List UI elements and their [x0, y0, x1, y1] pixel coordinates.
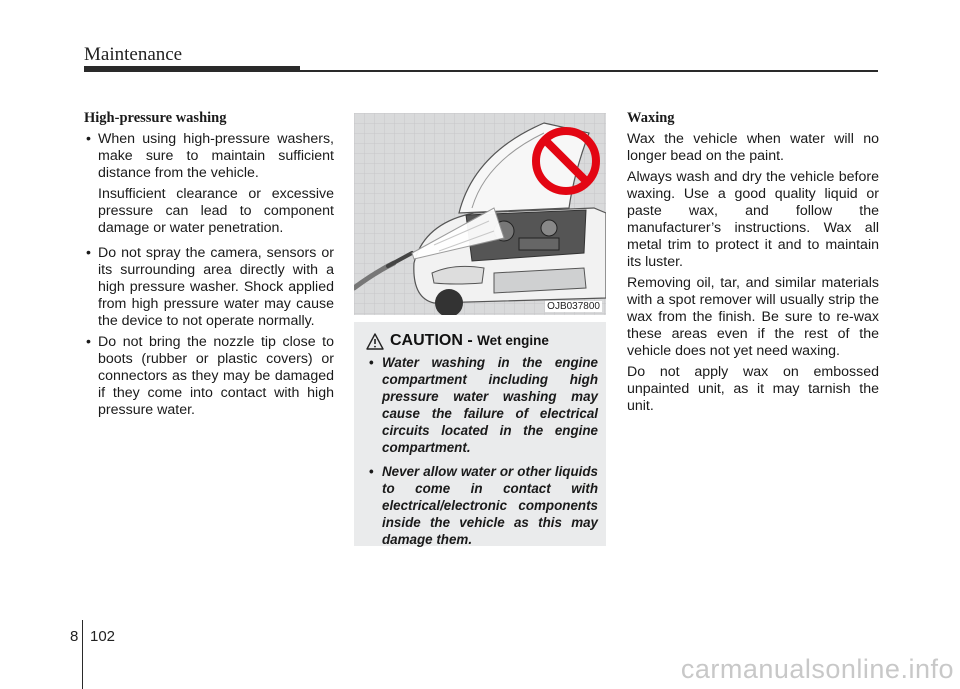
right-column — [627, 110, 879, 419]
paragraph: Do not apply wax on embossed unpainted unit, as it may tarnish the unit. — [627, 364, 879, 414]
footer-divider — [82, 620, 83, 689]
engine-washing-figure — [354, 113, 606, 315]
caution-title — [390, 332, 549, 350]
watermark: carmanualsonline.info — [680, 654, 954, 684]
list-item: • When using high-pressure washers, make sure to maintain sufficient distance from the vehicle. — [84, 131, 334, 182]
caution-item: • Never allow water or other liquids to come in contact with electrical/electronic components inside the vehicle as this may damage them. — [366, 463, 598, 548]
left-column — [84, 110, 334, 423]
section-heading-waxing: Waxing — [627, 110, 675, 126]
header-rule-thick — [84, 66, 300, 72]
header-rule-thin — [300, 70, 878, 72]
figure-code: OJB037800 — [547, 301, 600, 312]
warning-triangle-icon — [366, 333, 384, 350]
paragraph: Always wash and dry the vehicle before waxing. Use a good quality liquid or paste wax, and follow the manufacturer’s instructions. Wax all metal trim to protect it and to maintain its luster. — [627, 169, 879, 270]
list-item-continuation: Insufficient clearance or excessive pressure can lead to component damage or water penetration. — [98, 186, 334, 236]
engine-washing-illustration — [354, 113, 606, 315]
list-item: • Do not spray the camera, sensors or its surrounding area directly with a high pressure washer. Shock applied from high pressure water may cause the device to not operate normally. — [84, 245, 334, 330]
caution-label: CAUTION - — [390, 332, 478, 349]
paragraph: Wax the vehicle when water will no longer bead on the paint. — [627, 131, 879, 164]
list-item: • Do not bring the nozzle tip close to boots (rubber or plastic covers) or connectors as they may be damaged if they come into contact with high pressure water. — [84, 334, 334, 419]
section-heading-high-pressure: High-pressure washing — [84, 110, 227, 126]
header-title: Maintenance — [84, 44, 183, 65]
caution-subtitle: Wet engine — [477, 333, 549, 348]
paragraph: Removing oil, tar, and similar materials with a spot remover will usually strip the wax from the finish. Be sure to re-wax these areas even if the rest of the vehicle does not yet need waxing. — [627, 275, 879, 359]
caution-list — [366, 354, 598, 555]
caution-item: • Water washing in the engine compartment including high pressure water washing may cause the failure of electrical circuits located in the engine compartment. — [366, 354, 598, 456]
page-number: 102 — [90, 628, 116, 645]
caution-box — [354, 322, 606, 546]
section-number: 8 — [70, 628, 79, 645]
